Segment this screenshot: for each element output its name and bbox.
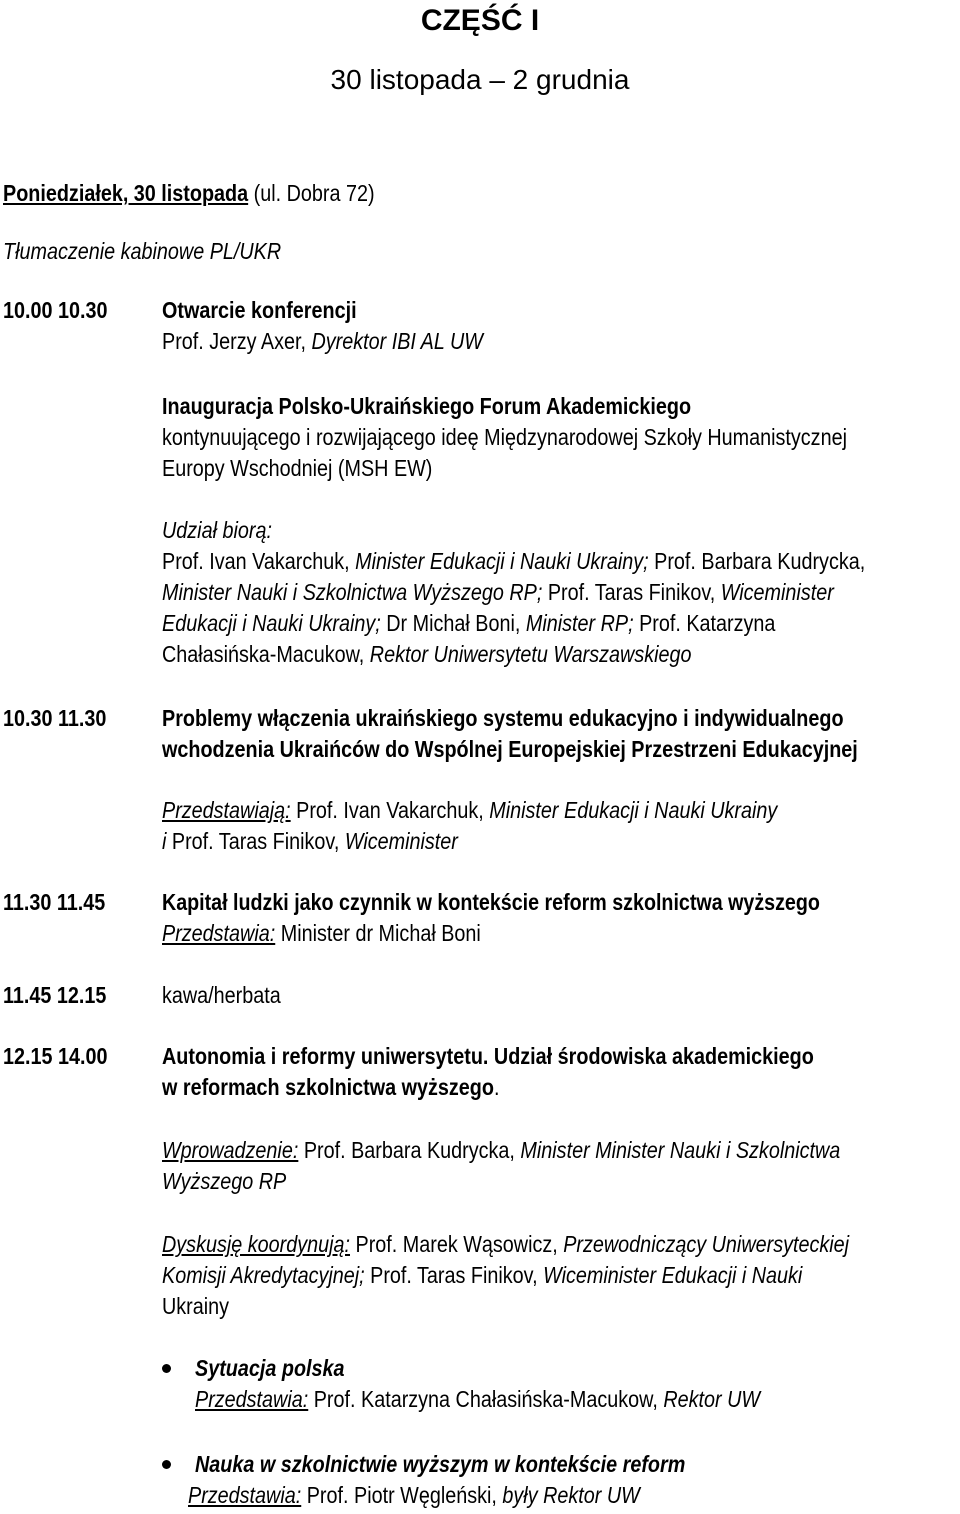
bullet-icon <box>162 1460 171 1469</box>
inauguration-title: Inauguracja Polsko-Ukraińskiego Forum Akademickiego <box>162 393 692 419</box>
event-dates: 30 listopada – 2 grudnia <box>330 64 630 95</box>
coordination-line: Dyskusję koordynują: Prof. Marek Wąsowicz, Przewodniczący Uniwersyteckiej <box>162 1231 850 1257</box>
bullet-title: Sytuacja polska <box>195 1355 345 1381</box>
intro-line: Wyższego RP <box>162 1168 287 1194</box>
session-title: w reformach szkolnictwa wyższego. <box>162 1074 500 1100</box>
translation-note: Tłumaczenie kabinowe PL/UKR <box>3 238 282 264</box>
session-time: 10.00 10.30 <box>3 297 108 323</box>
day-place: (ul. Dobra 72) <box>248 180 375 206</box>
session-time: 10.30 11.30 <box>3 705 107 731</box>
inauguration-text: kontynuującego i rozwijającego ideę Międzynarodowej Szkoły Humanistycznej <box>162 424 847 450</box>
bullet-icon <box>162 1364 171 1373</box>
day-heading-line <box>3 180 435 207</box>
presenters-line: Przedstawiają: Prof. Ivan Vakarchuk, Minister Edukacji i Nauki Ukrainy <box>162 797 778 823</box>
session-title: Otwarcie konferencji <box>162 297 357 323</box>
participants-line: Chałasińska-Macukow, Rektor Uniwersytetu Warszawskiego <box>162 641 692 667</box>
session-title: kawa/herbata <box>162 982 281 1008</box>
participants-line: Edukacji i Nauki Ukrainy; Dr Michał Boni, Minister RP; Prof. Katarzyna <box>162 610 776 636</box>
session-time: 12.15 14.00 <box>3 1043 108 1069</box>
intro-line: Wprowadzenie: Prof. Barbara Kudrycka, Minister Minister Nauki i Szkolnictwa <box>162 1137 841 1163</box>
session-time: 11.30 11.45 <box>3 889 106 915</box>
coordination-line: Ukrainy <box>162 1293 230 1319</box>
presenters-line: i Prof. Taras Finikov, Wiceminister <box>162 828 458 854</box>
presenters-line: Przedstawia: Minister dr Michał Boni <box>162 920 481 946</box>
bullet-presenter: Przedstawia: Prof. Piotr Węgleński, były Rektor UW <box>188 1482 640 1508</box>
session-title: Autonomia i reformy uniwersytetu. Udział środowiska akademickiego <box>162 1043 814 1069</box>
bullet-title: Nauka w szkolnictwie wyższym w kontekście reform <box>195 1451 686 1477</box>
session-title: Kapitał ludzki jako czynnik w kontekście reform szkolnictwa wyższego <box>162 889 820 915</box>
session-title: wchodzenia Ukraińców do Wspólnej Europejskiej Przestrzeni Edukacyjnej <box>162 736 858 762</box>
page-title: CZĘŚĆ I <box>420 4 540 37</box>
day-heading: Poniedziałek, 30 listopada <box>3 180 249 206</box>
bullet-presenter: Przedstawia: Prof. Katarzyna Chałasińska-Macukow, Rektor UW <box>195 1386 761 1412</box>
participants-line: Minister Nauki i Szkolnictwa Wyższego RP; Prof. Taras Finikov, Wiceminister <box>162 579 834 605</box>
participants-label: Udział biorą: <box>162 517 272 543</box>
coordination-line: Komisji Akredytacyjnej; Prof. Taras Finikov, Wiceminister Edukacji i Nauki <box>162 1262 803 1288</box>
session-speaker: Prof. Jerzy Axer, Dyrektor IBI AL UW <box>162 328 483 354</box>
session-time: 11.45 12.15 <box>3 982 107 1008</box>
inauguration-text: Europy Wschodniej (MSH EW) <box>162 455 433 481</box>
participants-line: Prof. Ivan Vakarchuk, Minister Edukacji i Nauki Ukrainy; Prof. Barbara Kudrycka, <box>162 548 866 574</box>
session-title: Problemy włączenia ukraińskiego systemu edukacyjno i indywidualnego <box>162 705 844 731</box>
